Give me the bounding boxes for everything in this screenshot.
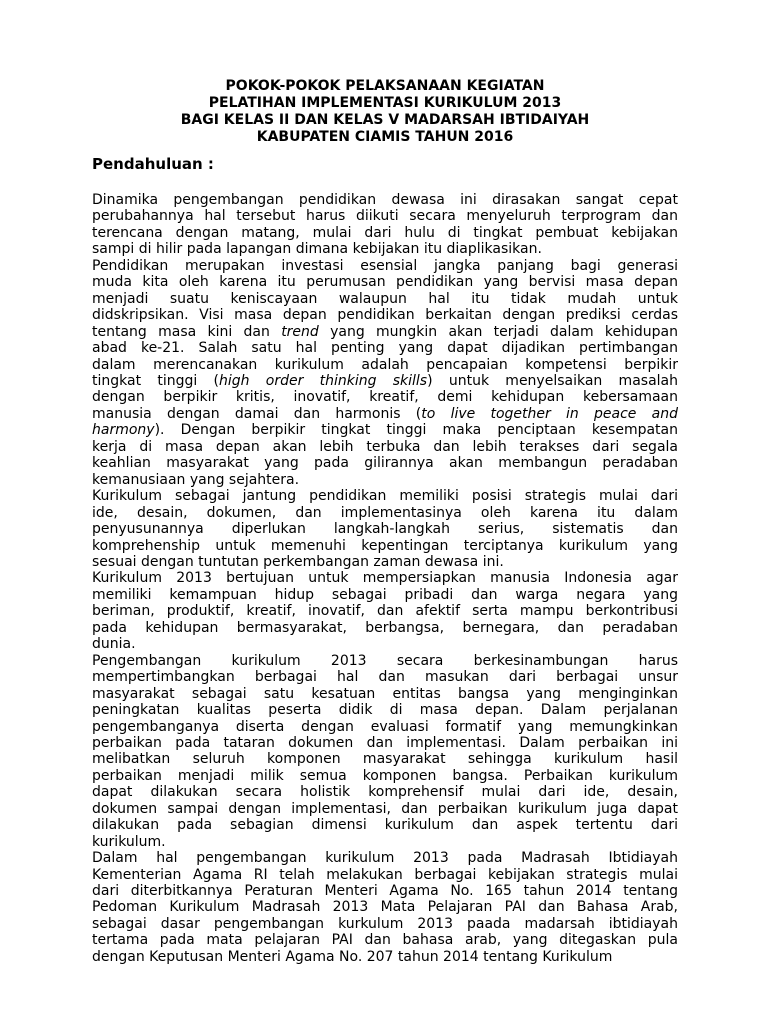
paragraph-line: Kementerian Agama RI telah melakukan berbagai kebijakan strategis mulai [92,866,678,883]
paragraph-line: sesuai dengan tuntutan perkembangan zaman dewasa ini. [92,553,504,570]
paragraph-line: dunia. [92,636,136,653]
paragraph-line: perubahannya hal tersebut harus diikuti secara menyeluruh terprogram dan [92,208,678,225]
paragraph-line: beriman, produktif, kreatif, inovatif, dan afektif serta mampu berkontribusi [92,603,678,620]
paragraph [92,653,678,850]
title-line: POKOK-POKOK PELAKSANAAN KEGIATAN [225,78,545,94]
paragraph-line: melibatkan seluruh komponen masyarakat sehingga kurikulum hasil [92,751,678,768]
title-line: BAGI KELAS II DAN KELAS V MADARSAH IBTIDAIYAH [180,112,590,128]
paragraph-line: ide, desain, dokumen, dan implementasinya oleh karena itu dalam [92,504,678,521]
paragraph-line: kemanusiaan yang sejahtera. [92,471,300,488]
paragraph-line: perbaikan menjadi milik semua komponen bangsa. Perbaikan kurikulum [92,767,678,784]
document-title-block [90,78,680,146]
paragraph-line: komprehenship untuk memenuhi kepentingan terciptanya kurikulum yang [92,537,678,554]
paragraph-line: Kurikulum 2013 bertujuan untuk mempersiapkan manusia Indonesia agar [92,570,678,587]
title-line: KABUPATEN CIAMIS TAHUN 2016 [256,129,514,145]
paragraph [92,258,678,488]
paragraph-line: memiliki kemampuan hidup sebagai pribadi dan warga negara yang [92,586,678,603]
italic-term: high order thinking skills [218,372,428,389]
italic-term: to live together in peace and [421,405,678,422]
paragraph [92,850,678,965]
paragraph-line: dengan berpikir kritis, inovatif, kreatif, demi kehidupan kebersamaan [92,389,678,406]
paragraph-line: dalam merencanakan kurikulum adalah pencapaian kompetensi berpikir [92,356,678,373]
paragraph-line: terencana dengan matang, mulai dari hulu di tingkat pembuat kebijakan [92,224,678,241]
paragraph-line: masyarakat sebagai satu kesatuan entitas bangsa yang menginginkan [92,685,678,702]
paragraph-line: dari diterbitkannya Peraturan Menteri Agama No. 165 tahun 2014 tentang [92,883,678,900]
paragraph-line: Dinamika pengembangan pendidikan dewasa ini dirasakan sangat cepat [92,192,678,208]
paragraph-line: kerja di masa depan akan lebih terbuka dan lebih terakses dari segala [92,438,678,455]
document-body [92,192,678,965]
paragraph-line: mempertimbangkan berbagai hal dan masukan dari berbagai unsur [92,669,678,686]
paragraph-line: dokumen sampai dengan implementasi, dan perbaikan kurikulum juga dapat [92,800,678,817]
paragraph-line: Dalam hal pengembangan kurikulum 2013 pada Madrasah Ibtidiayah [92,850,678,867]
paragraph-line: didskripsikan. Visi masa depan pendidikan berkaitan dengan prediksi cerdas [92,307,678,324]
paragraph-line: penyusunannya diperlukan langkah-langkah serius, sistematis dan [92,521,678,538]
paragraph-line: abad ke-21. Salah satu hal penting yang dapat dijadikan pertimbangan [92,340,678,357]
paragraph-line: dapat dilakukan secara holistik komprehensif mulai dari ide, desain, [92,784,678,801]
paragraph-line: menjadi suatu keniscayaan walaupun hal itu tidak mudah untuk [92,290,678,307]
section-heading: Pendahuluan : [92,155,214,173]
paragraph [92,570,678,652]
paragraph-line: tentang masa kini dan trend yang mungkin akan terjadi dalam kehidupan [92,323,679,340]
paragraph-line: Kurikulum sebagai jantung pendidikan memiliki posisi strategis mulai dari [92,488,678,505]
italic-term: trend [281,323,319,340]
paragraph-line: peningkatan kualitas peserta didik di masa depan. Dalam perjalanan [92,702,678,719]
paragraph-line: tingkat tinggi (high order thinking skills) untuk menyelsaikan masalah [92,372,678,389]
paragraph-line: dilakukan pada sebagian dimensi kurikulum dan aspek tertentu dari [92,817,678,834]
paragraph [92,488,678,570]
paragraph-line: pada kehidupan bermasyarakat, berbangsa, bernegara, dan peradaban [92,619,678,636]
paragraph-line: harmony). Dengan berpikir tingkat tinggi maka penciptaan kesempatan [92,422,678,439]
paragraph-line: sebagai dasar pengembangan kurkulum 2013 paada madarsah ibtidiayah [92,915,678,932]
italic-term: harmony [92,422,155,439]
paragraph-line: tertama pada mata pelajaran PAI dan bahasa arab, yang ditegaskan pula [92,932,678,949]
paragraph-line: muda kita oleh karena itu perumusan pendidikan yang bervisi masa depan [92,274,678,291]
paragraph-line: pengembanganya diserta dengan evaluasi formatif yang memungkinkan [92,718,678,735]
paragraph-line: dengan Keputusan Menteri Agama No. 207 tahun 2014 tentang Kurikulum [92,948,613,965]
title-line: PELATIHAN IMPLEMENTASI KURIKULUM 2013 [208,95,562,111]
paragraph-line: Pendidikan merupakan investasi esensial jangka panjang bagi generasi [92,257,678,274]
paragraph-line: perbaikan pada tataran dokumen dan implementasi. Dalam perbaikan ini [92,734,678,751]
paragraph-line: keahlian masyarakat yang pada gilirannya akan membangun peradaban [92,455,678,472]
paragraph [92,192,678,258]
paragraph-line: sampi di hilir pada lapangan dimana kebijakan itu diaplikasikan. [92,241,542,258]
paragraph-line: Pedoman Kurikulum Madrasah 2013 Mata Pelajaran PAI dan Bahasa Arab, [92,899,678,916]
paragraph-line: Pengembangan kurikulum 2013 secara berkesinambungan harus [92,652,678,669]
paragraph-line: kurikulum. [92,833,166,850]
paragraph-line: manusia dengan damai dan harmonis (to live together in peace and [92,405,678,422]
